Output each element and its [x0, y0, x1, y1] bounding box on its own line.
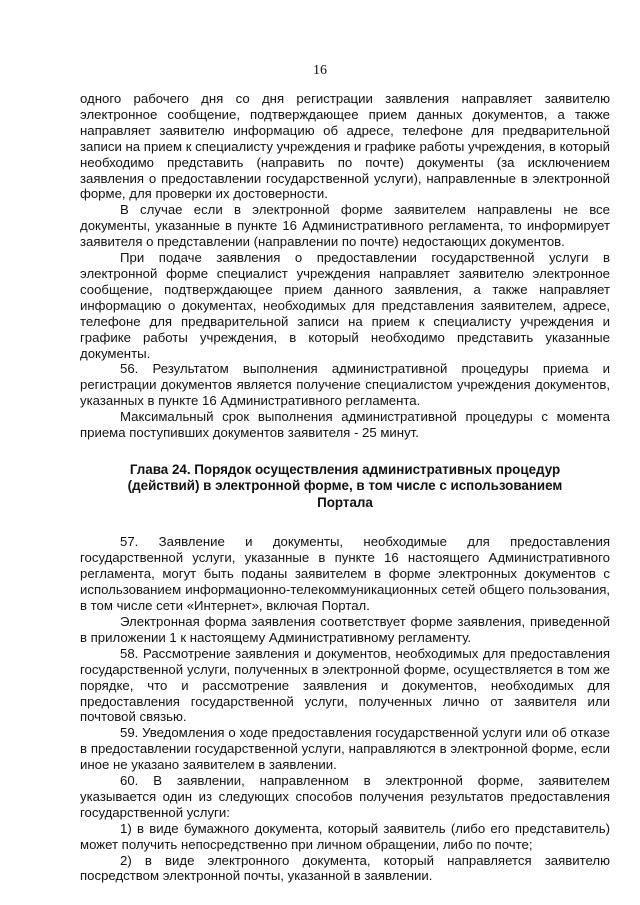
paragraph: При подаче заявления о предоставлении государственной услуги в электронной форме специалист учреждения направляет заявителю электронное сообщение, подтверждающее прием данного заявления, а также направляет информацию о документах, необходимых для представления заявителем, адресе, телефоне для предварительной записи на прием к специалисту учреждения и графике работы учреждения, в который необходимо представить указанные документы.: [80, 250, 610, 361]
paragraph: 58. Рассмотрение заявления и документов, необходимых для предоставления государственной услуги, полученных в электронной форме, осуществляется в том же порядке, что и рассмотрение заявления и документов, необходимых для предоставления государственной услуги, полученных лично от заявителя или почтовой связью.: [80, 645, 610, 725]
paragraph: 57. Заявление и документы, необходимые для предоставления государственной услуги, указанные в пункте 16 настоящего Административного регламента, могут быть поданы заявителем в форме электронных документов с использованием информационно-телекоммуникационных сетей общего пользования, в том числе сети «Интернет», включая Портал.: [80, 534, 610, 614]
chapter-heading: [120, 462, 570, 512]
paragraph: 56. Результатом выполнения административной процедуры приема и регистрации документов является получение специалистом учреждения документов, указанных в пункте 16 Административного регламента.: [80, 361, 610, 409]
page-body: [80, 91, 610, 884]
chapter-heading-line: (действий) в электронной форме, в том числе с использованием: [127, 478, 563, 494]
list-item: 2) в виде электронного документа, который направляется заявителю посредством электронной почты, указанной в заявлении.: [80, 852, 610, 884]
chapter-heading-line: Глава 24. Порядок осуществления административных процедур: [129, 461, 561, 477]
page-number: 16: [313, 63, 327, 78]
paragraph: В случае если в электронной форме заявителем направлены не все документы, указанные в пункте 16 Административного регламента, то информирует заявителя о представлении (направлении по почте) недостающих документов.: [80, 202, 610, 250]
paragraph: одного рабочего дня со дня регистрации заявления направляет заявителю электронное сообщение, подтверждающее прием данных документов, а также направляет заявителю информацию об адресе, телефоне для предварительной записи на прием к специалисту учреждения и графике работы учреждения, в который необходимо представить (направить по почте) документы (за исключением заявления о предоставлении государственной услуги), направленные в электронной форме, для проверки их достоверности.: [80, 91, 610, 202]
chapter-heading-line: Портала: [317, 494, 373, 510]
paragraph: 59. Уведомления о ходе предоставления государственной услуги или об отказе в предоставлении государственной услуги, направляются в электронной форме, если иное не указано заявителем в заявлении.: [80, 725, 610, 773]
paragraph: Максимальный срок выполнения административной процедуры с момента приема поступивших документов заявителя - 25 минут.: [80, 409, 610, 441]
list-item: 1) в виде бумажного документа, который заявитель (либо его представитель) может получить непосредственно при личном обращении, либо по почте;: [80, 820, 610, 852]
paragraph: 60. В заявлении, направленном в электронной форме, заявителем указывается один из следующих способов получения результатов предоставления государственной услуги:: [80, 773, 610, 820]
paragraph: Электронная форма заявления соответствует форме заявления, приведенной в приложении 1 к настоящему Административному регламенту.: [80, 613, 610, 645]
